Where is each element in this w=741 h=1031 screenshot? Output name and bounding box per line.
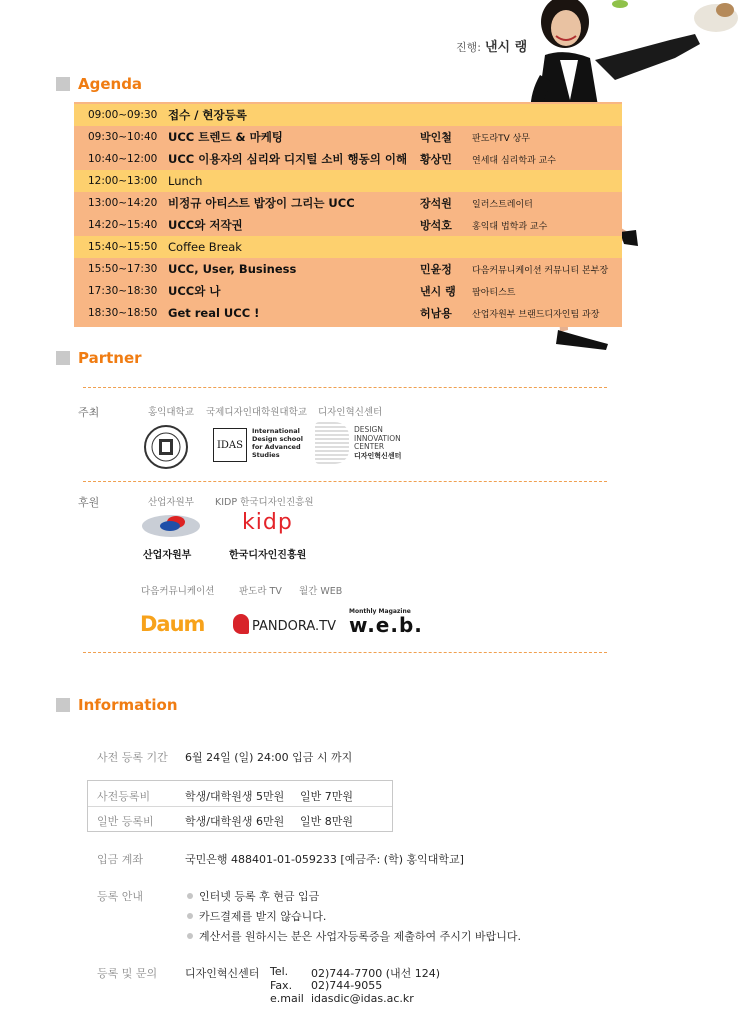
hongik-university-logo: [143, 424, 189, 470]
agenda-row: [74, 126, 622, 148]
host-label: 진행:: [456, 41, 481, 54]
agenda-heading: [56, 75, 142, 93]
agenda-speaker: 민윤정: [420, 263, 452, 276]
information-heading: [56, 696, 178, 714]
fee-general: 일반 7만원: [300, 790, 353, 803]
dic-logo-line: INNOVATION: [354, 433, 401, 443]
agenda-affiliation: 판도라TV 상무: [472, 133, 530, 144]
account-value: 국민은행 488401-01-059233 [예금주: (학) 홍익대학교]: [185, 853, 464, 866]
account-label: 입금 계좌: [97, 853, 144, 866]
guide-label: 등록 안내: [97, 890, 144, 903]
agenda-time: 14:20~15:40: [88, 219, 158, 231]
agenda-time: 10:40~12:00: [88, 153, 158, 165]
mocie-logo-text: 산업자원부: [143, 550, 192, 561]
agenda-session-title: 비정규 아티스트 밥장이 그리는 UCC: [168, 196, 355, 210]
pre-registration-label: 사전 등록 기간: [97, 751, 168, 764]
agenda-row: [74, 236, 622, 258]
section-square-icon: [56, 698, 70, 712]
agenda-session-title: Lunch: [168, 174, 203, 188]
kidp-logo-text: 한국디자인진흥원: [229, 550, 307, 561]
agenda-affiliation: 팝아티스트: [472, 287, 516, 298]
divider: [83, 652, 607, 653]
host-org-name: 국제디자인대학원대학교: [206, 407, 307, 418]
agenda-time: 18:30~18:50: [88, 307, 158, 319]
agenda-title: Agenda: [78, 75, 143, 93]
fee-student: 학생/대학원생 6만원: [185, 815, 285, 828]
contact-org: 디자인혁신센터: [185, 967, 260, 980]
agenda-time: 17:30~18:30: [88, 285, 158, 297]
contact-key: e.mail: [270, 992, 304, 1005]
divider: [83, 387, 607, 388]
agenda-row: [74, 148, 622, 170]
media-partner-name: 다음커뮤니케이션: [141, 586, 215, 597]
agenda-time: 09:30~10:40: [88, 131, 158, 143]
agenda-time: 09:00~09:30: [88, 109, 158, 121]
guide-item: [187, 908, 326, 924]
bullet-icon: [187, 913, 193, 919]
agenda-row: [74, 192, 622, 214]
agenda-row: [74, 170, 622, 192]
host-org-name: 홍익대학교: [148, 407, 194, 418]
section-square-icon: [56, 351, 70, 365]
sponsor-label: 후원: [78, 496, 100, 509]
kidp-logo: kidp: [242, 510, 293, 535]
agenda-speaker: 낸시 랭: [420, 285, 456, 298]
guide-item: [187, 888, 319, 904]
agenda-row: [74, 302, 622, 324]
host-name: 낸시 랭: [484, 40, 528, 55]
dic-logo-mark: [315, 422, 349, 464]
contact-email[interactable]: idasdic@idas.ac.kr: [311, 992, 414, 1005]
idas-logo-line: International: [252, 427, 300, 435]
fee-table-divider: [88, 806, 392, 807]
fee-label: 일반 등록비: [97, 815, 154, 828]
divider: [83, 481, 607, 482]
agenda-session-title: Coffee Break: [168, 240, 242, 254]
agenda-speaker: 황상민: [420, 153, 452, 166]
idas-logo-line: Studies: [252, 451, 280, 459]
agenda-row: [74, 104, 622, 126]
fee-student: 학생/대학원생 5만원: [185, 790, 285, 803]
agenda-time: 13:00~14:20: [88, 197, 158, 209]
contact-key: Fax.: [270, 979, 293, 992]
agenda-session-title: Get real UCC !: [168, 306, 260, 320]
mocie-logo: [140, 512, 202, 540]
daum-logo: Daum: [140, 612, 205, 636]
host-org-label: 주최: [78, 406, 100, 419]
agenda-time: 15:40~15:50: [88, 241, 158, 253]
guide-item-text: 카드결제를 받지 않습니다.: [199, 910, 327, 923]
partner-heading: [56, 349, 142, 367]
idas-logo-line: for Advanced: [252, 443, 301, 451]
fee-general: 일반 8만원: [300, 815, 353, 828]
idas-logo: [213, 428, 247, 462]
agenda-session-title: UCC 이용자의 심리와 디지털 소비 행동의 이해: [168, 152, 408, 166]
information-title: Information: [78, 696, 178, 714]
agenda-time: 12:00~13:00: [88, 175, 158, 187]
pandora-logo: PANDORA.TV: [252, 619, 337, 634]
pandora-logo-mark: [233, 614, 249, 634]
bullet-icon: [187, 933, 193, 939]
agenda-row: [74, 214, 622, 236]
contact-label: 등록 및 문의: [97, 967, 158, 980]
agenda-table: [74, 102, 622, 327]
dic-logo-line: CENTER: [354, 442, 385, 451]
web-logo: w.e.b.: [349, 613, 423, 637]
agenda-session-title: UCC, User, Business: [168, 262, 297, 276]
host-credit: [456, 36, 527, 55]
agenda-affiliation: 다음커뮤니케이션 커뮤니티 본부장: [472, 265, 609, 276]
agenda-speaker: 방석호: [420, 219, 452, 232]
agenda-affiliation: 홍익대 법학과 교수: [472, 221, 548, 232]
agenda-speaker: 허남용: [420, 307, 452, 320]
dic-logo-line: 디자인혁신센터: [354, 451, 402, 460]
contact-value: 02)744-9055: [311, 979, 383, 992]
sponsor-name: 산업자원부: [148, 497, 194, 508]
web-logo-tagline: Monthly Magazine: [349, 608, 411, 615]
agenda-session-title: UCC 트렌드 & 마케팅: [168, 130, 283, 144]
contact-value: 02)744-7700 (내선 124): [311, 967, 441, 980]
fee-label: 사전등록비: [97, 790, 151, 803]
section-square-icon: [56, 77, 70, 91]
agenda-affiliation: 일러스트레이터: [472, 199, 533, 210]
agenda-affiliation: 산업자원부 브랜드디자인팀 과장: [472, 309, 600, 320]
agenda-session-title: 접수 / 현장등록: [168, 108, 247, 122]
agenda-speaker: 장석원: [420, 197, 452, 210]
dic-logo-text: [354, 426, 401, 460]
pre-registration-value: 6월 24일 (일) 24:00 입금 시 까지: [185, 751, 353, 764]
bullet-icon: [187, 893, 193, 899]
guide-item-text: 인터넷 등록 후 현금 입금: [199, 890, 320, 903]
agenda-speaker: 박인철: [420, 131, 452, 144]
guide-item-text: 계산서를 원하시는 분은 사업자등록증을 제출하여 주시기 바랍니다.: [199, 930, 522, 943]
idas-mark: IDAS: [216, 439, 244, 451]
agenda-affiliation: 연세대 심리학과 교수: [472, 155, 556, 166]
agenda-row: [74, 258, 622, 280]
contact-key: Tel.: [270, 965, 289, 978]
dic-logo-line: DESIGN: [354, 425, 383, 434]
host-org-name: 디자인혁신센터: [318, 407, 383, 418]
agenda-session-title: UCC와 저작권: [168, 218, 243, 232]
partner-title: Partner: [78, 349, 142, 367]
idas-logo-line: Design school: [252, 435, 303, 443]
agenda-session-title: UCC와 나: [168, 284, 221, 298]
media-partner-name: 월간 WEB: [299, 586, 343, 597]
agenda-time: 15:50~17:30: [88, 263, 158, 275]
agenda-row: [74, 280, 622, 302]
sponsor-name: KIDP 한국디자인진흥원: [215, 497, 314, 508]
guide-item: [187, 928, 521, 944]
media-partner-name: 판도라 TV: [239, 586, 282, 597]
idas-logo-text: [252, 427, 303, 459]
